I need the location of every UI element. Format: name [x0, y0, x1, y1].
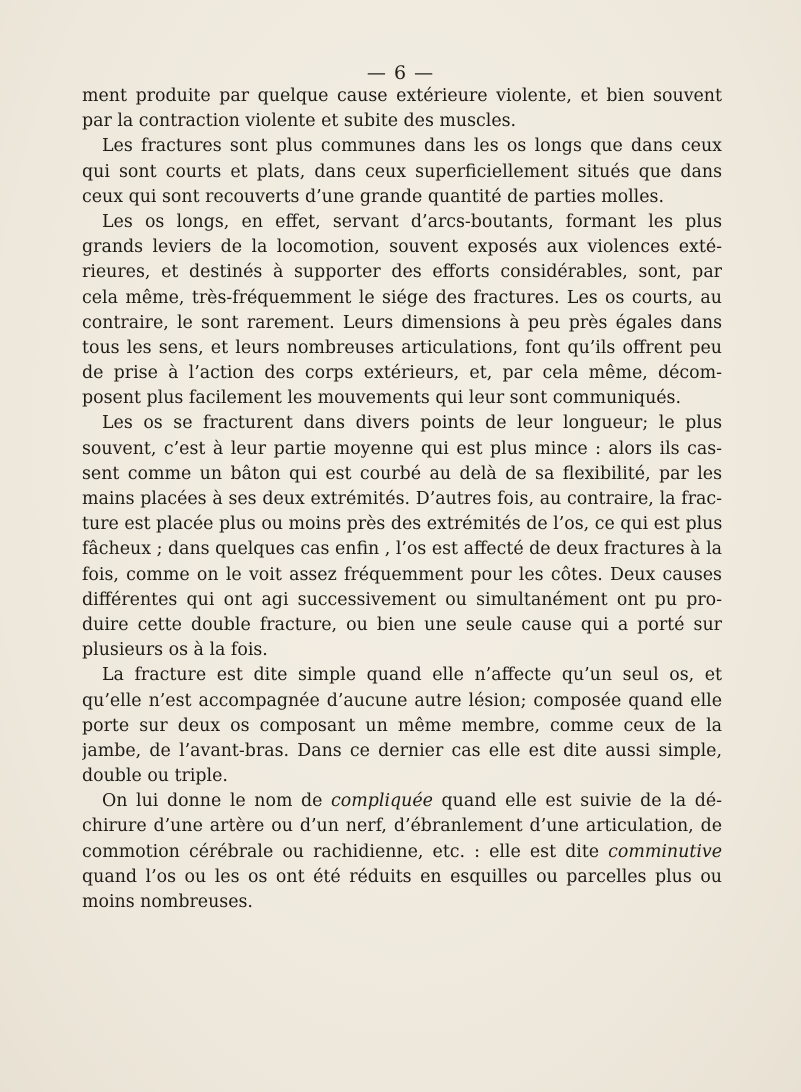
text-line-content: La fracture est dite simple quand elle n’affecte qu’un seul os, et [102, 665, 722, 686]
text-line-content: jambe, de l’avant-bras. Dans ce dernier cas elle est dite aussi simple, [82, 740, 722, 761]
text-line [82, 814, 722, 839]
text-line-content: double ou triple. [82, 766, 228, 787]
text-line [82, 260, 722, 285]
text-line [82, 714, 722, 739]
text-line-content: Les os longs, en effet, servant d’arcs-boutants, formant les plus [102, 211, 722, 232]
text-line [82, 563, 722, 588]
text-line-content: quand l’os ou les os ont été réduits en esquilles ou parcelles plus ou [82, 866, 722, 887]
text-line [82, 437, 722, 462]
text-line-content: plusieurs os à la fois. [82, 640, 268, 661]
emphasized-term: compliquée [331, 791, 433, 812]
text-line-content: qu’elle n’est accompagnée d’aucune autre lésion; composée quand elle [82, 690, 722, 711]
text-line-content: contraire, le sont rarement. Leurs dimensions à peu près égales dans [82, 312, 722, 333]
text-line-content: moins nombreuses. [82, 892, 253, 912]
text-line [82, 336, 722, 361]
text-line [82, 134, 722, 159]
text-line-content: différentes qui ont agi successivement ou simultanément ont pu pro- [82, 589, 722, 610]
text-line [82, 160, 722, 185]
text-line [82, 185, 722, 210]
text-line [82, 789, 722, 814]
text-line-content: ceux qui sont recouverts d’une grande quantité de parties molles. [82, 186, 664, 207]
text-line-content: sent comme un bâton qui est courbé au delà de sa flexibilité, par les [82, 463, 722, 484]
text-line [82, 210, 722, 235]
text-line [82, 311, 722, 336]
text-line-content: Les os se fracturent dans divers points de leur longueur; le plus [102, 413, 722, 434]
text-line-content: chirure d’une artère ou d’un nerf, d’ébranlement d’une articulation, de [82, 816, 722, 837]
text-line [82, 689, 722, 714]
text-line-content: tous les sens, et leurs nombreuses articulations, font qu’ils offrent peu [82, 337, 722, 358]
text-line-content: grands leviers de la locomotion, souvent exposés aux violences exté- [82, 237, 722, 258]
text-line [82, 890, 722, 915]
text-line [82, 613, 722, 638]
text-line [82, 286, 722, 311]
text-line [82, 638, 722, 663]
text-line-content: posent plus facilement les mouvements qui leur sont communiqués. [82, 388, 682, 409]
text-line [82, 361, 722, 386]
text-line-content: de prise à l’action des corps extérieurs, et, par cela même, décom- [82, 363, 722, 384]
text-line-content: porte sur deux os composant un même membre, comme ceux de la [82, 715, 722, 736]
text-line-content: On lui donne le nom de [102, 791, 332, 812]
text-line-content: souvent, c’est à leur partie moyenne qui est plus mince : alors ils cas- [82, 438, 722, 459]
text-line-content: fâcheux ; dans quelques cas enfin , l’os est affecté de deux fractures à la [82, 539, 722, 560]
text-line-content: ment produite par quelque cause extérieure violente, et bien souvent [82, 86, 722, 106]
text-line-content: qui sont courts et plats, dans ceux superficiellement situés que dans [82, 161, 722, 182]
text-line-content: par la contraction violente et subite des muscles. [82, 111, 517, 132]
text-line [82, 739, 722, 764]
text-line-content: cela même, très-fréquemment le siége des fractures. Les os courts, au [82, 287, 722, 308]
text-line-content: ture est placée plus ou moins près des extrémités de l’os, ce qui est plus [82, 514, 722, 535]
text-line [82, 840, 722, 865]
text-line [82, 109, 722, 134]
text-line [82, 537, 722, 562]
text-line-content: mains placées à ses deux extrémités. D’autres fois, au contraire, la frac- [82, 489, 722, 509]
text-line [82, 487, 722, 512]
text-line [82, 512, 722, 537]
text-line-content: fois, comme on le voit assez fréquemment pour les côtes. Deux causes [82, 564, 722, 585]
text-line [82, 764, 722, 789]
text-line [82, 663, 722, 688]
text-line [82, 84, 722, 109]
text-line-content: rieures, et destinés à supporter des efforts considérables, sont, par [82, 262, 722, 283]
page-number: — 6 — [366, 62, 435, 84]
text-line-content: commotion cérébrale ou rachidienne, etc. : elle est dite [82, 841, 609, 862]
text-line-continuation: quand elle est suivie de la dé- [432, 791, 722, 812]
text-line [82, 865, 722, 890]
text-line-content: duire cette double fracture, ou bien une seule cause qui a porté sur [82, 614, 722, 635]
emphasized-term: comminutive [608, 841, 722, 862]
text-line [82, 588, 722, 613]
body-text [82, 84, 722, 915]
text-line [82, 411, 722, 436]
text-line-content: Les fractures sont plus communes dans les os longs que dans ceux [102, 136, 722, 157]
text-line [82, 235, 722, 260]
text-line [82, 386, 722, 411]
text-line [82, 462, 722, 487]
